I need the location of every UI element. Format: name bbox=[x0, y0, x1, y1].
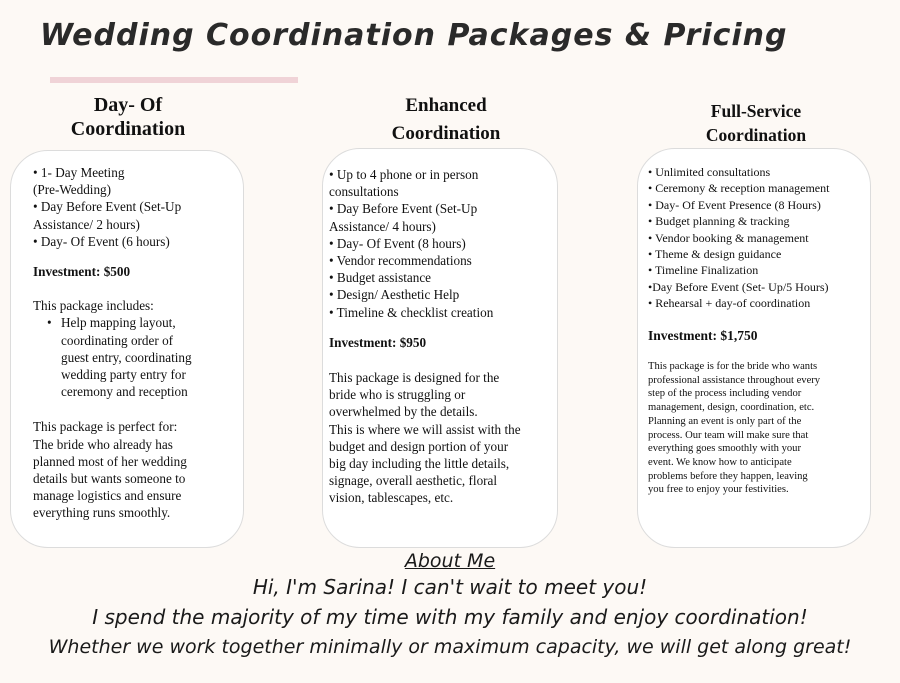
package-investment: Investment: $950 bbox=[329, 334, 427, 350]
package-description-line: problems before they happen, leaving bbox=[648, 470, 808, 482]
package-item: (Pre-Wedding) bbox=[33, 182, 112, 198]
package-description-line: overwhelmed by the details. bbox=[329, 404, 478, 420]
package-investment: Investment: $1,750 bbox=[648, 327, 758, 343]
package-description-line: you free to enjoy your festivities. bbox=[648, 484, 789, 496]
package-description-line: event. We know how to anticipate bbox=[648, 456, 792, 468]
package-item: •Day Before Event (Set- Up/5 Hours) bbox=[648, 279, 829, 294]
package-item: • Day- Of Event Presence (8 Hours) bbox=[648, 197, 821, 212]
package-item: • Up to 4 phone or in person bbox=[329, 167, 479, 182]
about-line: Hi, I'm Sarina! I can't wait to meet you! bbox=[252, 575, 648, 599]
package-title-line: Full-Service bbox=[710, 101, 802, 121]
package-description-line: This is where we will assist with the bbox=[329, 421, 521, 437]
package-includes-line: coordinating order of bbox=[61, 332, 174, 348]
package-description-line: everything goes smoothly with your bbox=[648, 443, 802, 455]
package-item: • Theme & design guidance bbox=[648, 247, 782, 262]
package-item: • Day- Of Event (6 hours) bbox=[33, 233, 170, 249]
package-item: • Day Before Event (Set-Up bbox=[33, 199, 182, 215]
package-description-line: bride who is struggling or bbox=[329, 387, 466, 403]
package-investment: Investment: $500 bbox=[33, 264, 131, 280]
package-description-line: step of the process including vendor bbox=[648, 388, 802, 400]
package-includes-line: wedding party entry for bbox=[61, 367, 186, 383]
package-includes-line: ceremony and reception bbox=[61, 384, 188, 400]
package-description bbox=[329, 369, 521, 507]
package-description-line: This package is perfect for: bbox=[33, 419, 178, 435]
package-description-line: Planning an event is only part of the bbox=[648, 415, 802, 427]
package-item: • Timeline Finalization bbox=[648, 263, 759, 278]
package-item: • Budget assistance bbox=[329, 270, 432, 286]
package-title-day-of bbox=[18, 94, 238, 141]
package-title-line: Coordination bbox=[705, 124, 807, 145]
package-title-line: Coordination bbox=[70, 117, 186, 140]
package-item: • Day Before Event (Set-Up bbox=[329, 201, 478, 217]
about-line: I spend the majority of my time with my family and enjoy coordination! bbox=[92, 605, 808, 629]
title-underline bbox=[50, 77, 298, 83]
package-item: • Vendor recommendations bbox=[329, 253, 472, 269]
package-description-line: details but wants someone to bbox=[33, 471, 186, 487]
package-description-line: This package is designed for the bbox=[329, 370, 500, 386]
package-description bbox=[648, 360, 829, 497]
package-card-full-service bbox=[637, 148, 871, 548]
package-includes-bullet bbox=[33, 314, 192, 400]
package-item: • Design/ Aesthetic Help bbox=[329, 287, 460, 303]
package-description-line: The bride who already has bbox=[33, 436, 173, 452]
package-item: Assistance/ 2 hours) bbox=[33, 216, 140, 232]
package-title-enhanced bbox=[336, 92, 556, 147]
package-title-line: Coordination bbox=[391, 122, 501, 144]
package-includes-line: Help mapping layout, bbox=[61, 315, 176, 331]
package-item: • Rehearsal + day-of coordination bbox=[648, 296, 811, 311]
package-description-line: This package is for the bride who wants bbox=[648, 361, 818, 373]
package-item: • Day- Of Event (8 hours) bbox=[329, 235, 466, 251]
package-description-line: process. Our team will make sure that bbox=[648, 429, 809, 441]
about-line: Whether we work together minimally or maximum capacity, we will get along great! bbox=[48, 636, 852, 658]
package-item: Assistance/ 4 hours) bbox=[329, 218, 436, 234]
package-title-line: Enhanced bbox=[405, 95, 487, 116]
package-item: • Budget planning & tracking bbox=[648, 214, 790, 229]
package-title-full-service bbox=[646, 100, 866, 147]
package-item: consultations bbox=[329, 184, 399, 200]
package-item: • Vendor booking & management bbox=[648, 230, 809, 245]
package-includes-label: This package includes: bbox=[33, 298, 154, 314]
package-item: • 1- Day Meeting bbox=[33, 165, 125, 180]
page-title: Wedding Coordination Packages & Pricing bbox=[40, 18, 788, 53]
about-heading: About Me bbox=[404, 550, 496, 572]
package-description-line: professional assistance throughout every bbox=[648, 374, 821, 386]
package-item: • Unlimited consultations bbox=[648, 165, 771, 179]
package-description-line: signage, overall aesthetic, floral bbox=[329, 473, 498, 489]
package-description-line: budget and design portion of your bbox=[329, 438, 509, 454]
package-card-enhanced bbox=[322, 148, 558, 548]
package-description-line: management, design, coordination, etc. bbox=[648, 402, 815, 414]
package-description-line: planned most of her wedding bbox=[33, 453, 187, 469]
package-description-line: vision, tablescapes, etc. bbox=[329, 490, 454, 506]
bullet-icon: • bbox=[47, 315, 52, 331]
package-description-line: manage logistics and ensure bbox=[33, 488, 182, 504]
package-item: • Ceremony & reception management bbox=[648, 181, 830, 196]
package-description-line: big day including the little details, bbox=[329, 456, 510, 472]
package-card-day-of bbox=[10, 150, 244, 548]
package-title-line: Day- Of bbox=[93, 94, 163, 116]
package-includes-line: guest entry, coordinating bbox=[61, 349, 192, 365]
package-description-line: everything runs smoothly. bbox=[33, 505, 171, 521]
package-description bbox=[33, 418, 192, 521]
package-item: • Timeline & checklist creation bbox=[329, 304, 494, 320]
